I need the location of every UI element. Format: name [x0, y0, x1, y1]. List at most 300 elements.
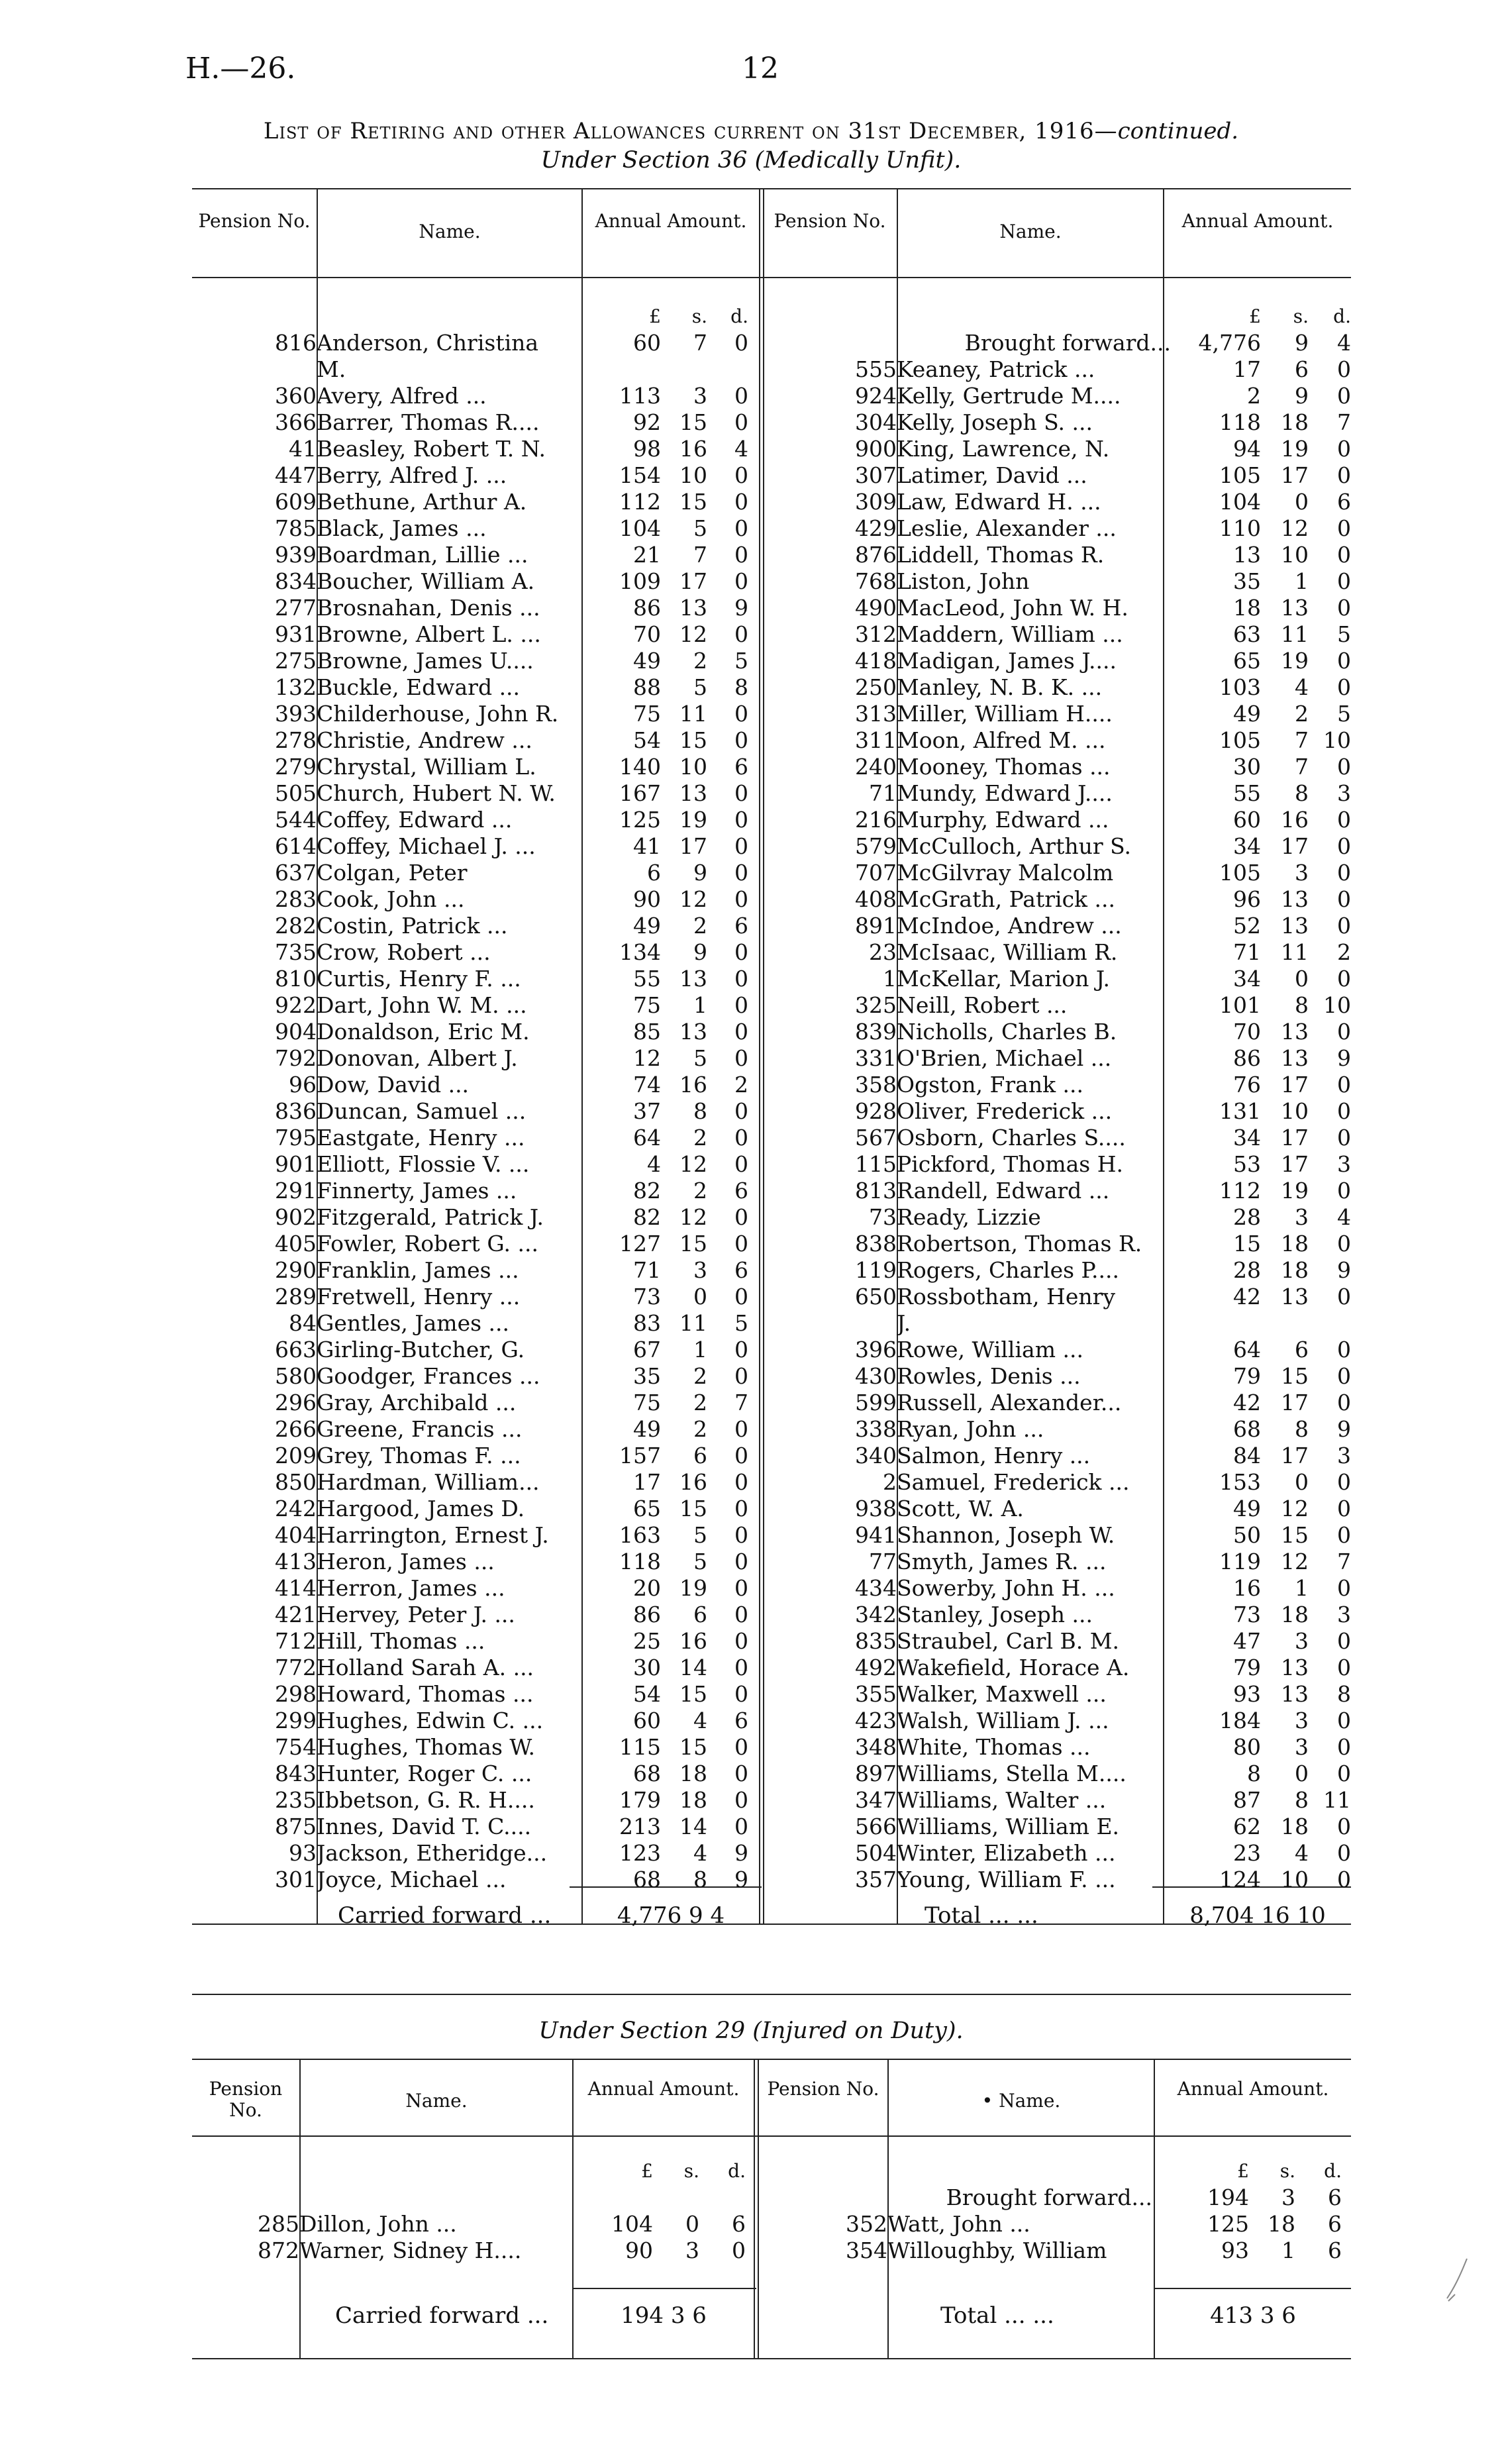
pensioner-name: Browne, James U....	[317, 648, 534, 674]
pension-number: 430	[855, 1363, 897, 1389]
pensioner-name: Grey, Thomas F. ...	[317, 1443, 521, 1468]
amount-shillings: 13	[1281, 913, 1309, 939]
amount-shillings: 13	[679, 595, 707, 621]
pensioner-name: Goodger, Frances ...	[317, 1363, 540, 1389]
amount-pence: 0	[1337, 886, 1351, 912]
pensioner-name: Boucher, William A.	[317, 568, 535, 594]
table-row	[192, 1575, 748, 1602]
amount-pence: 3	[1337, 1602, 1351, 1627]
amount-shillings: 4	[1295, 1840, 1309, 1866]
pensioner-name: Kelly, Joseph S. ...	[897, 409, 1093, 435]
table-row	[763, 595, 1351, 621]
section-36-left-table	[192, 303, 748, 1893]
amount-shillings: 9	[1295, 383, 1309, 409]
pension-number: 816	[275, 330, 317, 356]
unit-shillings: s.	[1279, 2160, 1295, 2182]
pensioner-name: Liston, John	[897, 568, 1030, 594]
amount-pounds: 90	[625, 2237, 653, 2263]
header-name: Name.	[999, 221, 1062, 242]
pensioner-name: Barrer, Thomas R....	[317, 409, 540, 435]
amount-pounds: 213	[619, 1814, 661, 1839]
pensioner-name: Hill, Thomas ...	[317, 1628, 485, 1654]
total-label: Total ... ...	[940, 2302, 1054, 2329]
total-amount: 8,704 16 10	[1189, 1902, 1326, 1929]
pension-number: 357	[855, 1867, 897, 1892]
pensioner-name: Samuel, Frederick ...	[897, 1469, 1130, 1495]
pensioner-name: Nicholls, Charles B.	[897, 1019, 1117, 1045]
pensioner-name: Ogston, Frank ...	[897, 1072, 1084, 1098]
amount-pounds: 20	[633, 1575, 661, 1601]
pension-number: 663	[275, 1337, 317, 1362]
pensioner-name: Colgan, Peter	[317, 860, 468, 886]
amount-pounds: 82	[633, 1178, 661, 1204]
amount-pounds: 49	[633, 648, 661, 674]
amount-shillings: 8	[693, 1098, 707, 1124]
pensioner-name: Elliott, Flossie V. ...	[317, 1151, 530, 1177]
rule	[192, 277, 1351, 278]
amount-shillings: 19	[1281, 436, 1309, 462]
pensioner-name: Watt, John ...	[887, 2211, 1030, 2237]
table-row	[192, 1787, 748, 1814]
pensioner-name: Willoughby, William	[887, 2237, 1107, 2263]
amount-pounds: 62	[1233, 1814, 1261, 1839]
amount-pence: 7	[734, 1390, 748, 1415]
pensioner-name: Holland Sarah A. ...	[317, 1655, 534, 1680]
table-row	[192, 1655, 748, 1681]
amount-pence: 0	[734, 1337, 748, 1362]
table-row	[192, 436, 748, 462]
amount-pence: 0	[734, 1443, 748, 1468]
total-amount: 413 3 6	[1210, 2302, 1296, 2329]
table-row	[763, 1734, 1351, 1761]
amount-pounds: 74	[633, 1072, 661, 1098]
amount-pounds: 30	[1233, 754, 1261, 780]
amount-shillings: 13	[679, 966, 707, 992]
table-row	[763, 409, 1351, 436]
amount-pence: 0	[734, 1284, 748, 1309]
amount-pounds: 70	[1233, 1019, 1261, 1045]
table-row	[763, 1867, 1351, 1893]
pensioner-name: Buckle, Edward ...	[317, 674, 521, 700]
table-row	[192, 489, 748, 515]
amount-shillings: 6	[693, 1602, 707, 1627]
pensioner-name: Beasley, Robert T. N.	[317, 436, 546, 462]
table-row	[192, 462, 748, 489]
pension-number: 504	[855, 1840, 897, 1866]
pension-number: 93	[289, 1840, 317, 1866]
amount-shillings: 3	[1295, 1734, 1309, 1760]
table-row	[763, 1231, 1351, 1257]
amount-pounds: 79	[1233, 1363, 1261, 1389]
table-row	[192, 1231, 748, 1257]
amount-pounds: 60	[1233, 807, 1261, 833]
header-pension-no: Pension No.	[774, 210, 886, 232]
amount-pounds: 154	[619, 462, 661, 488]
table-row	[763, 1178, 1351, 1204]
table-row	[763, 1549, 1351, 1575]
amount-pounds: 109	[619, 568, 661, 594]
table-row	[192, 780, 748, 807]
pensioner-name: Costin, Patrick ...	[317, 913, 508, 939]
amount-pounds: 98	[633, 436, 661, 462]
amount-shillings: 16	[679, 1628, 707, 1654]
pension-number: 296	[275, 1390, 317, 1415]
amount-pence: 0	[1337, 1814, 1351, 1839]
unit-pounds: £	[641, 2160, 653, 2182]
unit-pence: d.	[1333, 305, 1351, 327]
pension-number: 283	[275, 886, 317, 912]
amount-shillings: 9	[693, 860, 707, 886]
pensioner-name: Innes, David T. C....	[317, 1814, 532, 1839]
pensioner-name: Hunter, Roger C. ...	[317, 1761, 532, 1786]
pensioner-name: Rowles, Denis ...	[897, 1363, 1081, 1389]
unit-shillings: s.	[683, 2160, 699, 2182]
table-row	[192, 568, 748, 595]
amount-pounds: 94	[1233, 436, 1261, 462]
amount-pounds: 92	[633, 409, 661, 435]
pensioner-name: McIndoe, Andrew ...	[897, 913, 1122, 939]
unit-pounds: £	[649, 305, 661, 327]
pension-number: 279	[275, 754, 317, 780]
pensioner-name: Finnerty, James ...	[317, 1178, 517, 1204]
amount-pounds: 18	[1233, 595, 1261, 621]
amount-pounds: 101	[1219, 992, 1261, 1018]
total-label: Total ... ...	[925, 1902, 1038, 1929]
amount-pence: 0	[1337, 754, 1351, 780]
pension-number: 405	[275, 1231, 317, 1257]
pension-number: 928	[855, 1098, 897, 1124]
amount-pence: 3	[1337, 1151, 1351, 1177]
pensioner-name: Crow, Robert ...	[317, 939, 491, 965]
table-row	[192, 383, 748, 409]
table-row	[763, 939, 1351, 966]
pensioner-name: Stanley, Joseph ...	[897, 1602, 1093, 1627]
pension-number: 447	[275, 462, 317, 488]
pensioner-name: Bethune, Arthur A.	[317, 489, 527, 515]
unit-shillings: s.	[1293, 305, 1309, 327]
table-row	[192, 939, 748, 966]
amount-pence: 0	[734, 780, 748, 806]
pension-number: 358	[855, 1072, 897, 1098]
amount-pence: 4	[1337, 330, 1351, 356]
amount-pence: 0	[1337, 1231, 1351, 1257]
amount-shillings: 18	[1268, 2211, 1295, 2237]
pension-number: 96	[289, 1072, 317, 1098]
table-row	[192, 1151, 748, 1178]
amount-pounds: 184	[1219, 1708, 1261, 1733]
amount-shillings: 7	[693, 330, 707, 356]
amount-pence: 0	[1337, 1628, 1351, 1654]
amount-shillings: 1	[1295, 1575, 1309, 1601]
amount-pounds: 93	[1233, 1681, 1261, 1707]
pension-number: 414	[275, 1575, 317, 1601]
rule	[192, 2059, 1351, 2060]
table-row	[192, 1416, 748, 1443]
pension-number: 23	[869, 939, 897, 965]
pension-number: 838	[855, 1231, 897, 1257]
pensioner-name: Warner, Sidney H....	[299, 2237, 522, 2263]
amount-pounds: 49	[1233, 1496, 1261, 1521]
pensioner-name: McKellar, Marion J.	[897, 966, 1111, 992]
pensioner-name: Murphy, Edward ...	[897, 807, 1109, 833]
amount-shillings: 10	[1281, 1098, 1309, 1124]
amount-shillings: 5	[693, 674, 707, 700]
header-annual-amount: Annual Amount.	[1181, 210, 1334, 232]
amount-pence: 10	[1323, 727, 1351, 753]
amount-pounds: 53	[1233, 1151, 1261, 1177]
table-row	[192, 913, 748, 939]
pension-number: 285	[258, 2211, 299, 2237]
pensioner-name: Childerhouse, John R.	[317, 701, 559, 727]
amount-pounds: 60	[633, 1708, 661, 1733]
table-row	[763, 1496, 1351, 1522]
amount-pence: 0	[734, 515, 748, 541]
pensioner-name: Boardman, Lillie ...	[317, 542, 528, 568]
amount-pence: 0	[734, 542, 748, 568]
rule	[192, 2358, 1351, 2359]
pensioner-name: Williams, William E.	[897, 1814, 1120, 1839]
amount-shillings: 18	[1281, 1602, 1309, 1627]
pension-number: 119	[855, 1257, 897, 1283]
table-row	[763, 754, 1351, 780]
units-row	[763, 303, 1351, 330]
amount-pence: 2	[1337, 939, 1351, 965]
amount-pence: 0	[734, 330, 748, 356]
list-title	[0, 118, 1502, 144]
amount-pence: 0	[1337, 1098, 1351, 1124]
pension-number: 599	[855, 1390, 897, 1415]
amount-pence: 0	[1337, 1840, 1351, 1866]
amount-pence: 0	[1337, 833, 1351, 859]
amount-pounds: 34	[1233, 1125, 1261, 1151]
amount-pounds: 60	[633, 330, 661, 356]
pension-number	[763, 1310, 897, 1337]
amount-pounds: 90	[633, 886, 661, 912]
table-row	[763, 1469, 1351, 1496]
pension-number: 900	[855, 436, 897, 462]
pension-number: 408	[855, 886, 897, 912]
pension-number: 1	[883, 966, 897, 992]
amount-pence: 6	[732, 2211, 746, 2237]
amount-pounds: 4	[647, 1151, 661, 1177]
amount-pounds	[588, 356, 661, 383]
pension-number: 347	[855, 1787, 897, 1813]
pensioner-name: Rowe, William ...	[897, 1337, 1083, 1362]
amount-pence: 0	[734, 701, 748, 727]
amount-pence: 0	[1337, 1178, 1351, 1204]
pensioner-name: Harrington, Ernest J.	[317, 1522, 549, 1548]
amount-pence: 0	[1337, 1867, 1351, 1892]
amount-pounds: 84	[1233, 1443, 1261, 1468]
amount-pounds: 64	[1233, 1337, 1261, 1362]
pension-number: 393	[275, 701, 317, 727]
table-row	[192, 515, 748, 542]
pensioner-name: M.	[317, 356, 346, 382]
amount-pence: 6	[1337, 489, 1351, 515]
table-row	[763, 1151, 1351, 1178]
pension-number: 331	[855, 1045, 897, 1071]
amount-shillings: 18	[679, 1761, 707, 1786]
table-row	[763, 621, 1351, 648]
amount-pounds: 118	[619, 1549, 661, 1574]
pensioner-name: Hardman, William...	[317, 1469, 540, 1495]
pensioner-name: Keaney, Patrick ...	[897, 356, 1095, 382]
amount-shillings: 8	[1295, 780, 1309, 806]
amount-pence: 0	[1337, 1019, 1351, 1045]
amount-pounds: 49	[633, 1416, 661, 1442]
amount-shillings: 17	[1281, 1125, 1309, 1151]
table-row	[192, 833, 748, 860]
table-row	[763, 780, 1351, 807]
table-row	[192, 992, 748, 1019]
pension-number: 216	[855, 807, 897, 833]
table-row	[192, 701, 748, 727]
pension-number: 290	[275, 1257, 317, 1283]
table-row	[192, 1602, 748, 1628]
amount-pence: 0	[1337, 648, 1351, 674]
table-row	[192, 1840, 748, 1867]
amount-pounds: 68	[633, 1761, 661, 1786]
amount-pounds: 119	[1219, 1549, 1261, 1574]
table-row	[192, 1072, 748, 1098]
amount-pence: 0	[1337, 1337, 1351, 1362]
table-row	[192, 1337, 748, 1363]
pensioner-name: Ryan, John ...	[897, 1416, 1044, 1442]
amount-pounds: 25	[633, 1628, 661, 1654]
section-divider	[192, 1994, 1351, 1995]
table-row	[763, 701, 1351, 727]
table-row	[192, 1469, 748, 1496]
pensioner-name: Coffey, Edward ...	[317, 807, 513, 833]
pension-number: 307	[855, 462, 897, 488]
pensioner-name: McGrath, Patrick ...	[897, 886, 1115, 912]
amount-shillings: 6	[1295, 356, 1309, 382]
pensioner-name: Curtis, Henry F. ...	[317, 966, 521, 992]
amount-shillings	[1261, 1310, 1309, 1337]
amount-pounds: 12	[633, 1045, 661, 1071]
amount-pence: 0	[1337, 436, 1351, 462]
pension-number: 312	[855, 621, 897, 647]
pensioner-name: Fowler, Robert G. ...	[317, 1231, 538, 1257]
amount-pounds: 73	[633, 1284, 661, 1309]
table-row	[763, 674, 1351, 701]
table-row	[763, 1761, 1351, 1787]
amount-pence: 7	[1337, 1549, 1351, 1574]
unit-pence: d.	[728, 2160, 746, 2182]
pension-number: 707	[855, 860, 897, 886]
amount-pence: 0	[734, 1125, 748, 1151]
amount-pence	[1309, 1310, 1351, 1337]
pension-number: 712	[275, 1628, 317, 1654]
amount-pounds: 34	[1233, 833, 1261, 859]
pension-number: 839	[855, 1019, 897, 1045]
amount-shillings: 3	[1295, 860, 1309, 886]
table-row	[192, 621, 748, 648]
amount-pounds: 75	[633, 1390, 661, 1415]
amount-pounds: 110	[1219, 515, 1261, 541]
pension-number: 360	[275, 383, 317, 409]
amount-shillings: 17	[1281, 833, 1309, 859]
pensioner-name: J.	[897, 1310, 911, 1336]
pension-number: 850	[275, 1469, 317, 1495]
pension-number: 897	[855, 1761, 897, 1786]
amount-pounds: 71	[633, 1257, 661, 1283]
amount-pounds: 103	[1219, 674, 1261, 700]
table-row	[763, 727, 1351, 754]
amount-pounds: 105	[1219, 727, 1261, 753]
unit-pence: d.	[730, 305, 748, 327]
brought-forward-label: Brought forward...	[964, 330, 1171, 356]
amount-pounds: 153	[1219, 1469, 1261, 1495]
amount-pence: 6	[1328, 2237, 1342, 2263]
amount-shillings: 15	[1281, 1363, 1309, 1389]
amount-shillings: 10	[679, 462, 707, 488]
amount-pence: 0	[1337, 860, 1351, 886]
pensioner-name: Walker, Maxwell ...	[897, 1681, 1107, 1707]
header-name: Name.	[405, 2090, 468, 2112]
total-rule	[1154, 2288, 1351, 2289]
amount-pence: 0	[734, 1098, 748, 1124]
table-row	[763, 1390, 1351, 1416]
pensioner-name: Neill, Robert ...	[897, 992, 1068, 1018]
amount-shillings: 2	[693, 1390, 707, 1415]
amount-pounds: 86	[633, 1602, 661, 1627]
table-row	[763, 1602, 1351, 1628]
pensioner-name: Brosnahan, Denis ...	[317, 595, 540, 621]
amount-shillings: 4	[1295, 674, 1309, 700]
amount-pence: 0	[734, 1231, 748, 1257]
table-row	[192, 1708, 748, 1734]
amount-pence: 3	[1337, 1443, 1351, 1468]
amount-pence: 0	[1337, 966, 1351, 992]
amount-pounds: 13	[1233, 542, 1261, 568]
pension-number: 580	[275, 1363, 317, 1389]
pensioner-name: King, Lawrence, N.	[897, 436, 1110, 462]
amount-pence: 6	[1328, 2184, 1342, 2210]
pensioner-name: Randell, Edward ...	[897, 1178, 1110, 1204]
amount-pounds: 50	[1233, 1522, 1261, 1548]
pension-number: 785	[275, 515, 317, 541]
header-name: • Name.	[981, 2090, 1061, 2112]
table-row	[192, 1443, 748, 1469]
amount-shillings: 8	[1295, 1787, 1309, 1813]
pension-number: 301	[275, 1867, 317, 1892]
pension-number: 132	[275, 674, 317, 700]
amount-shillings: 3	[685, 2237, 699, 2263]
table-row	[192, 754, 748, 780]
amount-shillings: 9	[693, 939, 707, 965]
pensioner-name: Herron, James ...	[317, 1575, 505, 1601]
amount-pounds: 52	[1233, 913, 1261, 939]
amount-shillings: 16	[679, 436, 707, 462]
pension-number: 555	[855, 356, 897, 382]
amount-pence: 10	[1323, 992, 1351, 1018]
pension-number: 579	[855, 833, 897, 859]
pensioner-name: Williams, Stella M....	[897, 1761, 1126, 1786]
pensioner-name: Shannon, Joseph W.	[897, 1522, 1115, 1548]
table-row	[192, 1019, 748, 1045]
amount-pence: 0	[1337, 515, 1351, 541]
list-title-continued: continued.	[1117, 118, 1239, 144]
amount-pounds: 16	[1233, 1575, 1261, 1601]
amount-pence: 3	[1337, 780, 1351, 806]
pensioner-name: Kelly, Gertrude M....	[897, 383, 1121, 409]
header-annual-amount: Annual Amount.	[595, 210, 747, 232]
amount-pounds: 123	[619, 1840, 661, 1866]
pension-number: 309	[855, 489, 897, 515]
pensioner-name: Smyth, James R. ...	[897, 1549, 1107, 1574]
header-annual-amount: Annual Amount.	[587, 2078, 740, 2100]
